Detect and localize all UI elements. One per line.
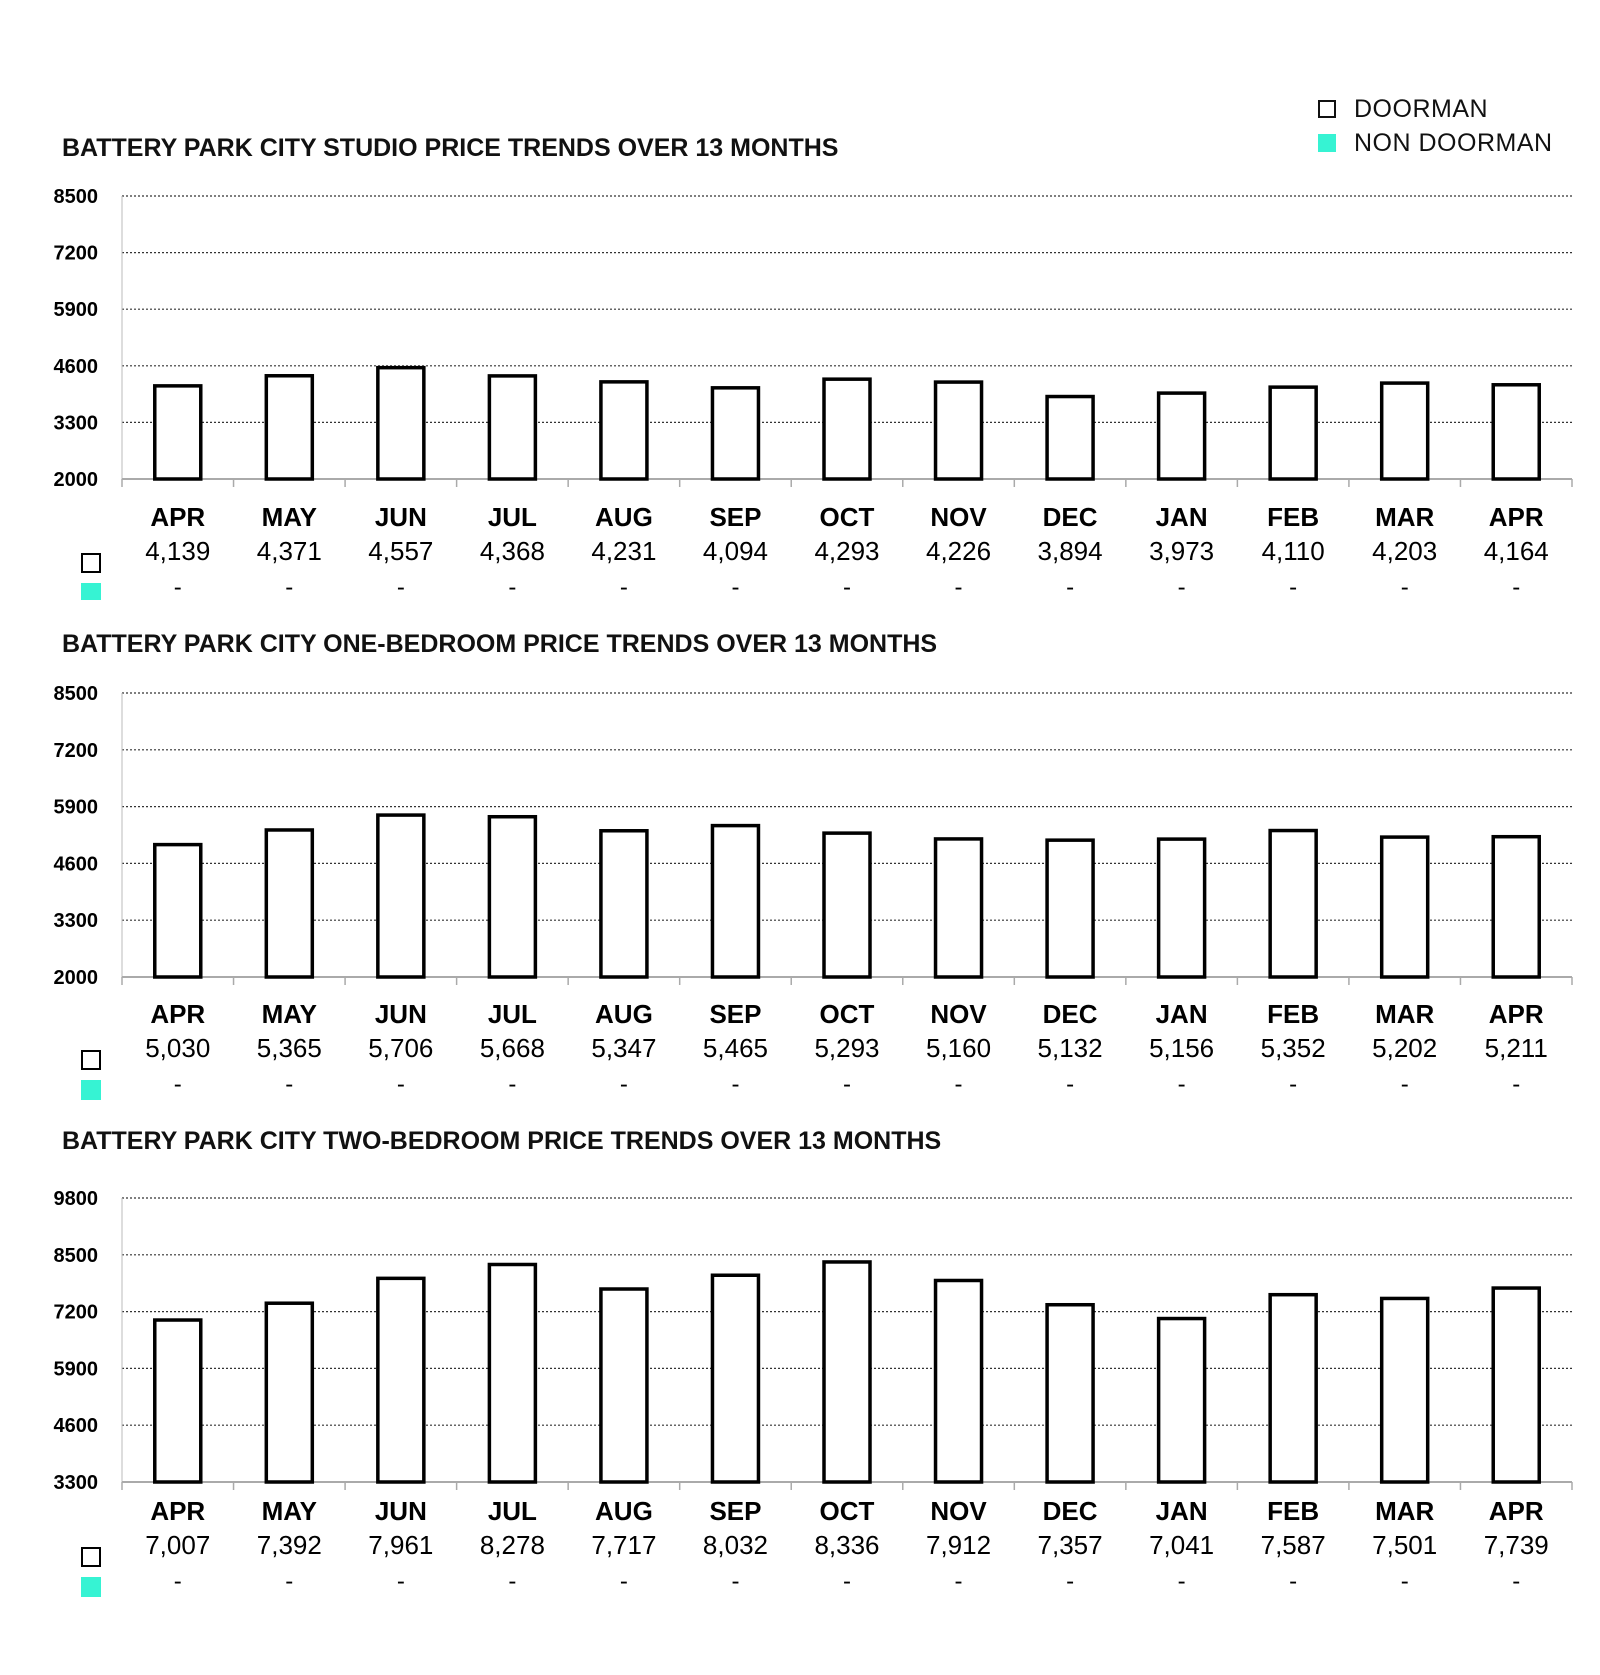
non-doorman-value-label: - [285,574,294,600]
x-tick-label: JAN [1155,999,1208,1029]
x-tick-label: DEC [1042,502,1098,532]
x-tick-label: MAR [1375,1496,1435,1526]
y-tick-label: 7200 [53,739,98,762]
doorman-value-label: 4,094 [702,536,769,566]
non-doorman-value-label: - [731,1568,740,1595]
doorman-value-label: 3,973 [1149,536,1215,566]
non-doorman-value-label: - [1177,1071,1186,1098]
doorman-bar [1382,1298,1428,1482]
non-doorman-value-label: - [1512,1568,1521,1595]
non-doorman-value-label: - [619,574,628,600]
doorman-value-label: 5,706 [368,1033,434,1063]
x-tick-label: APR [1488,1496,1544,1526]
doorman-bar [155,1320,201,1482]
x-tick-label: AUG [595,1496,653,1526]
y-tick-label: 8500 [53,683,98,705]
x-tick-label: OCT [819,999,875,1029]
y-tick-label: 3300 [53,412,98,435]
x-tick-label: FEB [1267,999,1320,1029]
non-doorman-value-label: - [731,574,740,600]
x-tick-label: APR [150,502,206,532]
x-tick-label: JAN [1155,502,1208,532]
y-tick-label: 7200 [53,1301,98,1324]
doorman-bar [712,1275,758,1482]
x-tick-label: JUL [487,502,537,532]
x-tick-label: AUG [595,502,653,532]
y-tick-label: 8500 [53,1244,98,1267]
non-doorman-value-label: - [173,1071,182,1098]
doorman-value-label: 7,587 [1260,1530,1326,1560]
non-doorman-value-label: - [1512,1071,1521,1098]
doorman-value-label: 4,203 [1372,536,1438,566]
doorman-value-label: 5,030 [145,1033,211,1063]
doorman-bar [489,1264,535,1482]
y-tick-label: 7200 [53,242,98,265]
doorman-value-label: 7,501 [1372,1530,1438,1560]
non-doorman-value-label: - [843,1568,851,1595]
non-doorman-value-label: - [619,1071,628,1098]
x-tick-label: MAY [261,1496,318,1526]
non-doorman-value-label: - [954,1568,963,1595]
doorman-value-label: 7,041 [1149,1530,1215,1560]
non-doorman-value-label: - [285,1071,294,1098]
non-doorman-value-label: - [843,574,851,600]
doorman-value-label: 4,293 [814,536,880,566]
non-doorman-value-label: - [173,1568,182,1595]
x-tick-label: MAY [261,999,318,1029]
non-doorman-value-label: - [619,1568,628,1595]
doorman-value-label: 8,278 [479,1530,545,1560]
y-tick-label: 4600 [53,355,98,378]
x-tick-label: JUN [374,999,427,1029]
x-tick-label: JUN [374,502,427,532]
x-tick-label: DEC [1042,999,1098,1029]
x-tick-label: APR [1488,502,1544,532]
doorman-bar [601,1289,647,1482]
x-tick-label: SEP [709,999,762,1029]
chart-title: BATTERY PARK CITY STUDIO PRICE TRENDS OVER 13 MONTHS [62,134,839,162]
x-tick-label: MAY [261,502,318,532]
x-tick-label: APR [150,999,206,1029]
doorman-value-label: 5,156 [1149,1033,1215,1063]
non-doorman-value-label: - [1177,574,1186,600]
doorman-bar [936,1280,982,1482]
non-doorman-value-label: - [396,1568,405,1595]
doorman-value-label: 7,739 [1483,1530,1549,1560]
non-doorman-value-label: - [954,1071,963,1098]
y-tick-label: 9800 [53,1188,98,1210]
non-doorman-value-label: - [508,1071,517,1098]
non-doorman-value-label: - [1289,574,1298,600]
non-doorman-value-label: - [1400,1568,1409,1595]
doorman-value-label: 8,336 [814,1530,880,1560]
x-tick-label: DEC [1042,1496,1098,1526]
doorman-value-label: 5,202 [1372,1033,1438,1063]
x-tick-label: NOV [930,999,987,1029]
y-tick-label: 4600 [53,1415,98,1438]
legend-label-non-doorman: NON DOORMAN [1354,128,1553,157]
x-tick-label: OCT [819,1496,875,1526]
doorman-bar [1270,1295,1316,1482]
x-tick-label: NOV [930,502,987,532]
doorman-value-label: 4,139 [145,536,211,566]
y-tick-label: 5900 [53,1358,98,1381]
y-tick-label: 3300 [53,910,98,933]
x-tick-label: APR [150,1496,206,1526]
doorman-value-label: 8,032 [702,1530,769,1560]
doorman-bar [266,1303,312,1482]
x-tick-label: APR [1488,999,1544,1029]
doorman-value-label: 5,211 [1484,1033,1548,1063]
non-doorman-value-label: - [396,574,405,600]
doorman-value-label: 7,357 [1037,1530,1103,1560]
chart-title: BATTERY PARK CITY ONE-BEDROOM PRICE TRENDS OVER 13 MONTHS [62,630,938,658]
x-tick-label: MAR [1375,999,1435,1029]
x-tick-label: AUG [595,999,653,1029]
non-doorman-row-icon [81,1577,101,1597]
doorman-bar [824,1262,870,1482]
y-tick-label: 3300 [53,1472,98,1494]
doorman-value-label: 5,668 [479,1033,545,1063]
doorman-value-label: 7,717 [591,1530,657,1560]
non-doorman-value-label: - [954,574,963,600]
doorman-value-label: 7,007 [145,1530,211,1560]
x-tick-label: JUN [374,1496,427,1526]
x-tick-label: MAR [1375,502,1435,532]
x-tick-label: SEP [709,502,762,532]
x-tick-label: JUL [487,1496,537,1526]
non-doorman-value-label: - [1400,574,1409,600]
non-doorman-value-label: - [731,1071,740,1098]
non-doorman-value-label: - [1289,1071,1298,1098]
x-tick-label: NOV [930,1496,987,1526]
non-doorman-value-label: - [1066,1568,1075,1595]
y-tick-label: 4600 [53,853,98,876]
doorman-value-label: 5,465 [702,1033,769,1063]
non-doorman-value-label: - [396,1071,405,1098]
doorman-value-label: 4,110 [1261,536,1325,566]
legend-label-doorman: DOORMAN [1354,94,1489,123]
y-tick-label: 8500 [53,186,98,208]
doorman-value-label: 5,293 [814,1033,880,1063]
doorman-value-label: 5,352 [1260,1033,1326,1063]
doorman-bar [1047,1305,1093,1482]
non-doorman-value-label: - [843,1071,851,1098]
non-doorman-value-label: - [1400,1071,1409,1098]
y-tick-label: 5900 [53,796,98,819]
non-doorman-value-label: - [173,574,182,600]
doorman-value-label: 7,912 [925,1530,992,1560]
doorman-value-label: 3,894 [1037,536,1103,566]
doorman-value-label: 4,557 [368,536,434,566]
x-tick-label: FEB [1267,502,1320,532]
doorman-value-label: 5,347 [591,1033,657,1063]
doorman-value-label: 5,132 [1037,1033,1103,1063]
doorman-value-label: 7,961 [368,1530,434,1560]
non-doorman-value-label: - [1289,1568,1298,1595]
y-tick-label: 2000 [53,469,98,491]
non-doorman-value-label: - [1066,574,1075,600]
chart-title: BATTERY PARK CITY TWO-BEDROOM PRICE TRENDS OVER 13 MONTHS [62,1127,942,1155]
doorman-value-label: 4,371 [256,536,322,566]
doorman-value-label: 4,226 [925,536,992,566]
y-tick-label: 2000 [53,967,98,989]
doorman-bar [378,1278,424,1482]
x-tick-label: SEP [709,1496,762,1526]
x-tick-label: JAN [1155,1496,1208,1526]
doorman-value-label: 5,160 [925,1033,992,1063]
doorman-bar [1159,1319,1205,1482]
doorman-value-label: 4,164 [1483,536,1549,566]
y-tick-label: 5900 [53,299,98,322]
non-doorman-value-label: - [1512,574,1521,600]
doorman-value-label: 4,231 [591,536,657,566]
doorman-bar [1493,1288,1539,1482]
non-doorman-value-label: - [285,1568,294,1595]
x-tick-label: FEB [1267,1496,1320,1526]
doorman-row-icon [82,1548,100,1566]
doorman-value-label: 7,392 [256,1530,322,1560]
doorman-value-label: 5,365 [256,1033,322,1063]
non-doorman-value-label: - [508,574,517,600]
non-doorman-value-label: - [508,1568,517,1595]
x-tick-label: OCT [819,502,875,532]
doorman-value-label: 4,368 [479,536,545,566]
x-tick-label: JUL [487,999,537,1029]
non-doorman-value-label: - [1177,1568,1186,1595]
non-doorman-value-label: - [1066,1071,1075,1098]
